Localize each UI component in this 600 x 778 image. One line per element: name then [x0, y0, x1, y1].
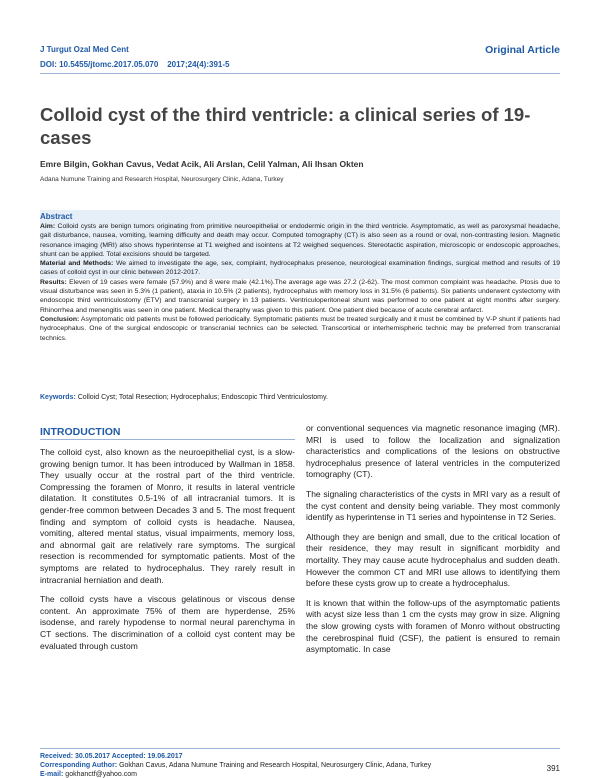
- header-divider: [40, 73, 560, 74]
- abstract-results: Results: Eleven of 19 cases were female (57.9%) and 8 were male (42.1%).The average age was 27.2 (2-62). The most common complaint was headache. Ptosis due to visual disturbance was seen in 5.3% (1 patient), ataxia in 10.5% (2 patients), hydrocephalus with memory loss in 31.5% (6 patients). Six patients underwent cystectomy with endoscopic third ventriculostomy (ETV) and transcranial surgery in 13 patients. Ventriculoperitoneal shunt was performed to one patient at eight months after surgery. Rhinorrhea and menengitis was seen in one patient. Medical theraphy was given to this patient. One patient died because of acute cerebral anfarct.: [40, 278, 560, 314]
- paragraph: The signaling characteristics of the cysts in MRI vary as a result of the cyst content and density being variable. They most commonly identify as hyperintense in T1 series and hypointense in T2 Series.: [306, 488, 560, 523]
- paper-title: Colloid cyst of the third ventricle: a clinical series of 19-cases: [40, 104, 531, 148]
- keywords: Keywords: Colloid Cyst; Total Resection; Hydrocephalus; Endoscopic Third Ventriculostomy.: [40, 394, 328, 401]
- corresponding-author: Corresponding Author: Gokhan Cavus, Adana Numune Training and Research Hospital, Neurosurgery Clinic, Adana, Turkey: [40, 762, 432, 769]
- right-column: [306, 423, 560, 664]
- journal-name: J Turgut Ozal Med Cent: [40, 45, 129, 54]
- affiliation: Adana Numune Training and Research Hospital, Neurosurgery Clinic, Adana, Turkey: [40, 176, 284, 183]
- paragraph: or conventional sequences via magnetic resonance imaging (MR). MRI is used to follow the localization and signalization characteristics and complications of the lesions on obstructive hydrocephalus presence of lateral ventricles in the computerized tomography (CT).: [306, 423, 560, 480]
- issue: 2017;24(4):391-5: [167, 60, 230, 69]
- introduction-divider: [40, 439, 295, 440]
- footer-divider: [40, 748, 560, 749]
- paragraph: The colloid cyst, also known as the neuroepithelial cyst, is a slow-growing benign tumor. It has been introduced by Wallman in 1858. They usually occur at the rostral part of the third ventricle. Compressing the foramen of Monro, it results in lateral ventricle dilatation. It constitutes 0.5-1% of all intracranial tumors. It is gender-free common between Decades 3 and 5. The most frequent finding and symptom of colloid cysts is headache. Nausea, vomiting, altered mental status, visual impairments, memory loss, and abnormal gait are relatively rare symptoms. The surgical resection is recommended for symptomatic patients. Most of the symptoms are related to hydrocephalus. They rarely result in intracranial herniation and death.: [40, 447, 295, 585]
- paragraph: The colloid cysts have a viscous gelatinous or viscous dense content. An approximate 75% of them are hyperdense, 25% isodense, and rarely hypodense to normal neural parenchyma in CT sections. The discrimination of a colloid cyst content may be evaluated through custom: [40, 594, 295, 651]
- introduction-heading: INTRODUCTION: [40, 426, 121, 438]
- abstract-methods: Material and Methods: We aimed to investigate the age, sex, complaint, hydrocephalus presence, neurological examination findings, surgical method and results of 19 cases of colloid cyst in our clinic between 2012-2017.: [40, 260, 560, 277]
- received-dates: Received: 30.05.2017 Accepted: 19.06.2017: [40, 753, 183, 760]
- paragraph: Although they are benign and small, due to the critical location of their residence, they may result in significant morbidity and mortality. They may cause acute hydrocephalus and sudden death. However the common CT and MRI use allows to identifying them before these cysts grow up to create a hydrocephalus.: [306, 531, 560, 589]
- left-column: [40, 447, 295, 660]
- doi: DOI: 10.5455/jtomc.2017.05.070: [40, 60, 159, 69]
- page-number: 391: [546, 764, 560, 773]
- article-type: Original Article: [485, 44, 560, 56]
- abstract-aim: Aim: Colloid cysts are benign tumors originating from primitive neuroepithelial or endodermic origin in the third ventricle. Asymptomatic, as well as paroxysmal headache, gait disturbance, nausea, vomiting, learning difficulty and death may occur. Computed tomography (CT) is also seen as a round or oval, non-contrasting lesion. Magnetic resonance imaging (MRI) also shows hyperintense at T1 weighed and isointens at T2 weighed sequences. Stereotactic aspiration, microscopic or endoscopic approaches, shunt can be applied. Total excisions should be targeted.: [40, 223, 561, 258]
- authors: Emre Bilgin, Gokhan Cavus, Vedat Acik, Ali Arslan, Celil Yalman, Ali Ihsan Okten: [40, 159, 364, 169]
- paragraph: It is known that within the follow-ups of the asymptomatic patients with acyst size less than 1 cm the cysts may grow in size. Aligning the slow growing cysts with foramen of Monro without obstructing the cerebrospinal fluid (CSF), the patient is ensured to remain asymptomatic. In case: [306, 597, 560, 655]
- abstract-body: [40, 222, 560, 343]
- abstract-heading: Abstract: [40, 212, 73, 221]
- abstract-conclusion: Conclusion: Asymptomatic old patients must be followed periodically. Symptomatic patients must be treated surgically and it must be combined by V-P shunt if patients had hydrocephalus. One of the surgical endoscopic or transcranial technics can be selected. Transcortical or interhemispheric technic may be preferred from transcranial technics.: [40, 315, 560, 342]
- email: E-mail: gokhanctf@yahoo.com: [40, 771, 137, 778]
- doi-line: [40, 60, 229, 69]
